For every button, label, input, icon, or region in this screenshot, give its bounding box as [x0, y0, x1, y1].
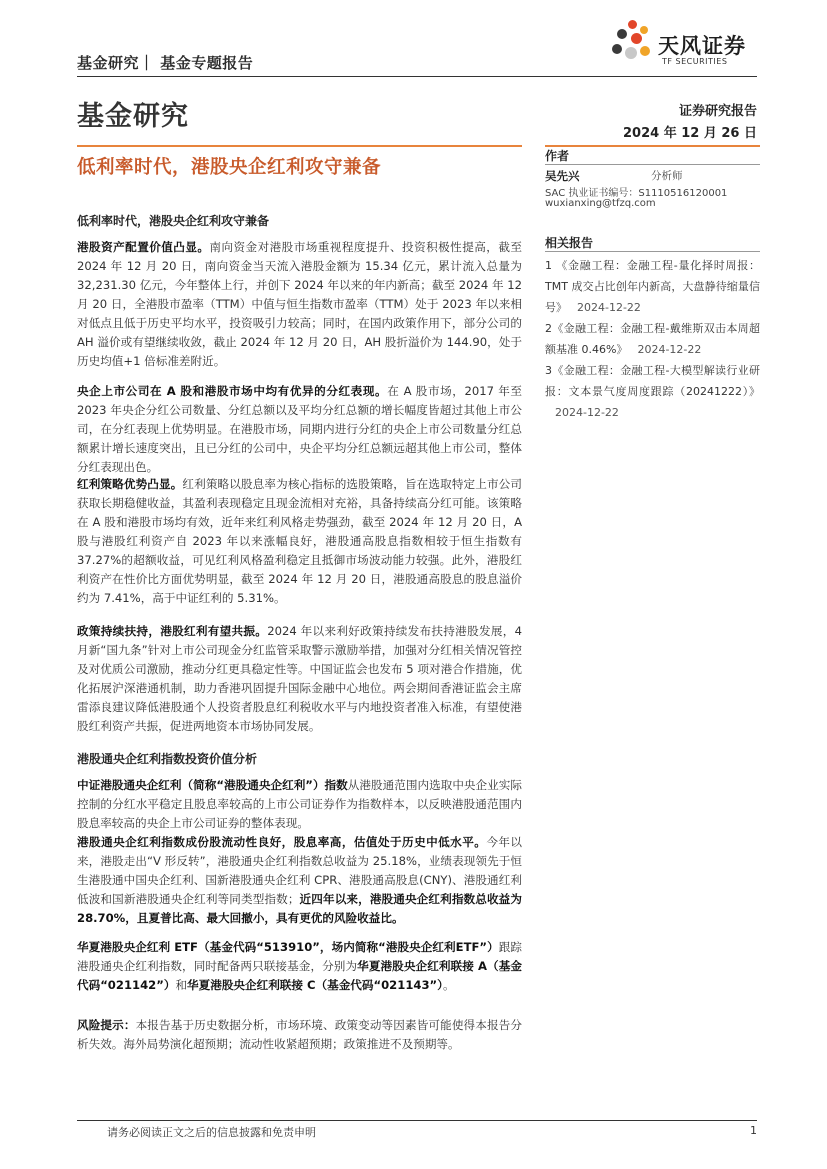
paragraph-text: 本报告基于历史数据分析，市场环境、政策变动等因素皆可能使得本报告分析失效。海外局势演化超预期；流动性收紧超预期；政策推进不及预期等。 [77, 1018, 522, 1051]
company-logo [612, 20, 762, 70]
title-divider-right [545, 145, 760, 147]
paragraph-lead: 风险提示： [77, 1018, 136, 1032]
logo-text-cn: 天风证券 [658, 34, 746, 58]
paragraph-text: 红利策略以股息率为核心指标的选股策略，旨在选取特定上市公司获取长期稳健收益，其盈利表现稳定且现金流相对充裕，具备持续高分红可能。该策略在 A 股和港股市场均有效，近年来红利风格走势强劲，截至 2024 年 12 月 20 日，A 股与港股红利资产自 2023 年以来涨幅良好，港股通高股息指数相较于恒生指数有 37.27%的超额收益，可见红利风格盈利稳定且抵御市场波动能力较强。此外，港股红利资产在性价比方面优势明显，截至 2024 年 12 月 20 日，港股通高股息的股息溢价约为 7.41%，高于中证红利的 5.31%。 [77, 477, 522, 605]
paragraph-text: 南向资金对港股市场重视程度提升、投资积极性提高，截至 2024 年 12 月 20 日，南向资金当天流入港股金额为 15.34 亿元，累计流入总量为 32,231.30 亿元，今年整体上行，并创下 2024 年以来的年内新高；截至 2024 年 12 月 20 日，全港股市盈率（TTM）中值与恒生指数市盈率（TTM）处于 2023 年以来相对低点且低于历史平均水平，投资吸引力较高；同时，在国内政策作用下，部分公司的 AH 溢价或有望继续收敛，截止 2024 年 12 月 20 日，AH 股折溢价为 144.90，处于历史均值+1 倍标准差附近。 [77, 240, 522, 368]
report-type: 证券研究报告 [678, 104, 757, 119]
paragraph-text: 今年以来，港股走出“V 形反转”，港股通央企红利指数总收益为 25.18%，业绩表现领先于恒生港股通中国央企红利、国新港股通央企红利 CPR、港股通高股息(CNY)、港股通红利低波和国新港股通央企红利等同类型指数； [77, 835, 522, 906]
paragraph-lead: 红利策略优势凸显。 [77, 477, 183, 491]
author-name: 吴先兴 [545, 169, 580, 183]
paragraph-text: 在 A 股市场，2017 年至 2023 年央企分红公司数量、分红总额以及平均分红总额的增长幅度皆超过其他上市公司，在分红表现上优势明显。在港股市场，同期内进行分红的央企上市公司数量分红总额累计增长速度突出，且已分红的公司中，央企平均分红总额远超其他上市公司，整体分红表现出色。 [77, 384, 522, 474]
body-paragraph [77, 776, 522, 833]
page-number: 1 [750, 1124, 757, 1137]
section-heading: 港股通央企红利指数投资价值分析 [77, 752, 258, 766]
paragraph-text: 和 [175, 978, 188, 992]
related-report-item[interactable] [545, 318, 760, 360]
related-report-item[interactable] [545, 360, 760, 423]
paragraph-emphasis: 近四年以来，港股通央企红利指数总收益为 28.70%，且夏普比高、最大回撤小，具有更优的风险收益比。 [77, 892, 522, 925]
body-paragraph [77, 622, 522, 736]
related-report-title: 2《金融工程：金融工程-戴维斯双击本周超额基准 0.46%》 [545, 322, 760, 356]
paragraph-lead: 华夏港股央企红利 ETF（基金代码“513910”，场内简称“港股央企红利ETF”） [77, 940, 499, 954]
paragraph-text: 。 [442, 978, 455, 992]
paragraph-text: 2024 年以来利好政策持续发布扶持港股发展，4 月新“国九条”针对上市公司现金分红监管采取警示激励举措，加强对分红相关情况管控及对优质公司激励，推动分红更具稳定性等。中国证监会也发布 5 项对港合作措施，优化拓展沪深港通机制，助力香港巩固提升国际金融中心地位。两会期间香港证监会主席雷添良建议降低港股通个人投资者股息红利税收水平与内地投资者准入标准，有望使港股红利资产共振，促进两地资本市场协同发展。 [77, 624, 522, 733]
category-title: 基金研究 [77, 101, 189, 132]
paragraph-emphasis: 华夏港股央企红利联接 C（基金代码“021143”） [187, 978, 443, 992]
logo-text-en: TF SECURITIES [662, 57, 728, 66]
paragraph-text: 从港股通范围内选取中央企业实际控制的分红水平稳定且股息率较高的上市公司证券作为指数样本，以反映港股通范围内股息率较高的央企上市公司证券的整体表现。 [77, 778, 522, 830]
author-email[interactable]: wuxianxing@tfzq.com [545, 198, 656, 209]
related-report-title: 1 《金融工程：金融工程-量化择时周报：TMT 成交占比创年内新高，大盘静待缩量信号》 [545, 259, 760, 314]
related-heading: 相关报告 [545, 236, 594, 250]
body-paragraph [77, 238, 522, 371]
related-report-item[interactable] [545, 255, 760, 318]
footer-disclaimer: 请务必阅读正文之后的信息披露和免责申明 [107, 1126, 316, 1139]
author-divider [545, 164, 760, 165]
body-paragraph [77, 382, 522, 477]
paragraph-emphasis: 华夏港股央企红利联接 A（基金代码“021142”） [77, 959, 522, 992]
related-report-date: 2024-12-22 [637, 343, 702, 356]
author-heading: 作者 [545, 149, 570, 163]
paragraph-lead: 港股资产配置价值凸显。 [77, 240, 210, 254]
related-report-date: 2024-12-22 [577, 301, 641, 314]
paragraph-lead: 港股通央企红利指数成份股流动性良好，股息率高，估值处于历史中低水平。 [77, 835, 487, 849]
author-role: 分析师 [651, 170, 683, 182]
related-report-title: 3《金融工程：金融工程-大模型解读行业研报：文本景气度周度跟踪（20241222）》 [545, 364, 760, 398]
breadcrumb: 基金研究｜ 基金专题报告 [77, 54, 254, 72]
related-report-date: 2024-12-22 [555, 406, 619, 419]
title-divider-left [77, 145, 522, 147]
author-license: SAC 执业证书编号：S1110516120001 [545, 188, 728, 199]
paragraph-text: 跟踪港股通央企红利指数，同时配备两只联接基金，分别为 [77, 940, 522, 973]
body-paragraph [77, 1016, 522, 1054]
body-paragraph [77, 833, 522, 928]
paragraph-lead: 央企上市公司在 A 股和港股市场中均有优异的分红表现。 [77, 384, 388, 398]
report-subtitle: 低利率时代，港股央企红利攻守兼备 [77, 157, 382, 178]
header-divider [77, 76, 757, 77]
body-paragraph [77, 938, 522, 995]
report-date: 2024 年 12 月 26 日 [623, 126, 757, 141]
footer-divider [77, 1120, 757, 1121]
body-paragraph [77, 475, 522, 608]
paragraph-lead: 政策持续扶持，港股红利有望共振。 [77, 624, 268, 638]
paragraph-lead: 中证港股通央企红利（简称“港股通央企红利”）指数 [77, 778, 348, 792]
related-divider [545, 251, 760, 252]
logo-dots-icon [612, 20, 652, 62]
section-heading: 低利率时代，港股央企红利攻守兼备 [77, 214, 270, 228]
